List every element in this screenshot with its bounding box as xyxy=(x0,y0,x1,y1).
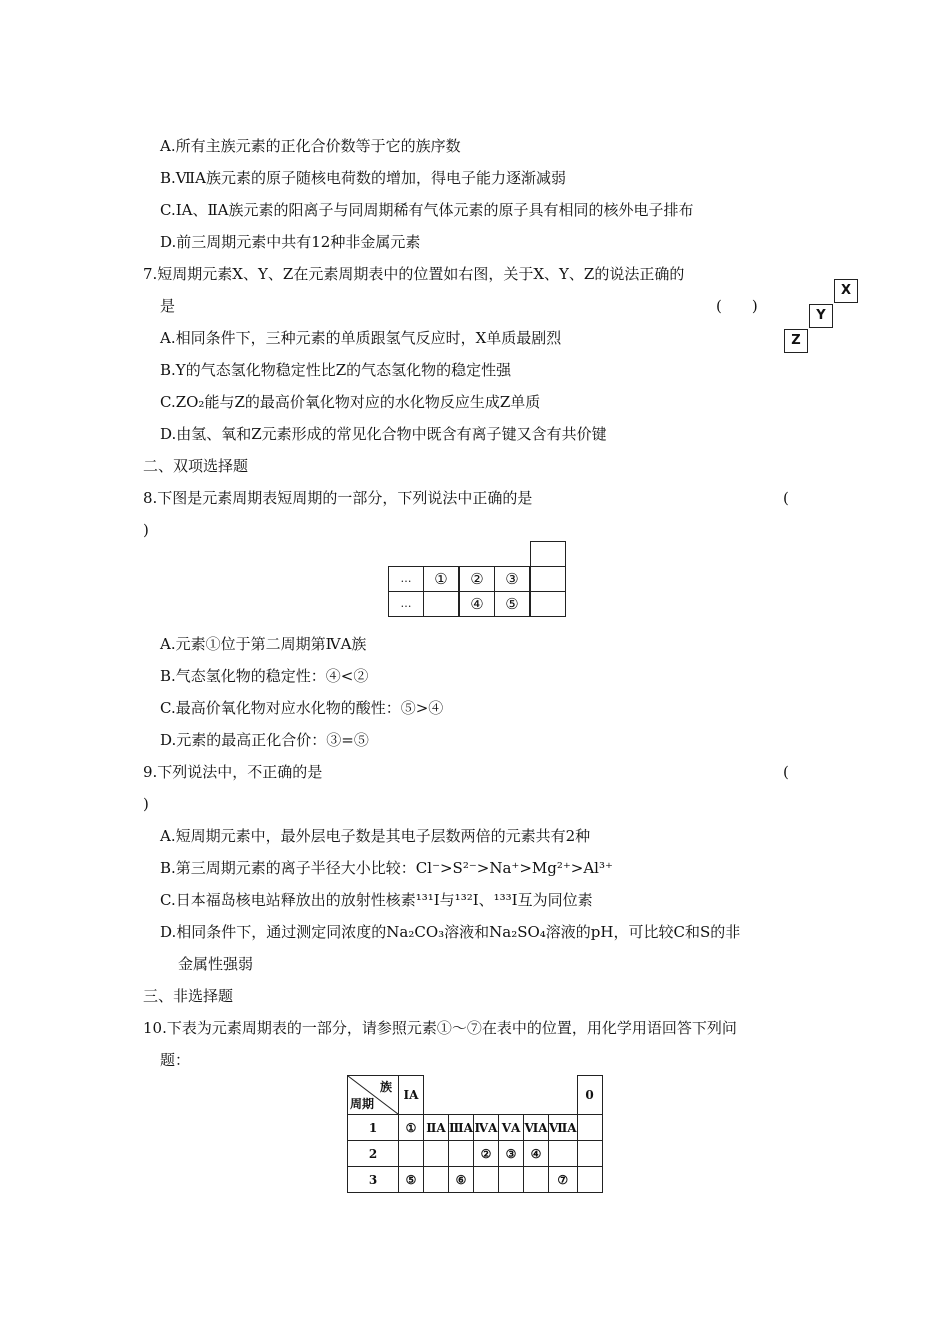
q10-stem: 10.下表为元素周期表的一部分，请参照元素①～⑦在表中的位置，用化学用语回答下列问 xyxy=(143,1019,737,1037)
q9-paren-open: ( xyxy=(783,763,789,781)
q8-option-c: C.最高价氧化物对应水化物的酸性：⑤>④ xyxy=(160,699,444,717)
table-cell: ⑦ xyxy=(549,1167,578,1193)
table-cell xyxy=(424,1141,449,1167)
table-cell xyxy=(524,1076,549,1115)
q9-option-d-cont: 金属性强弱 xyxy=(178,955,254,973)
table-cell xyxy=(530,541,566,567)
table-cell: ⅦA xyxy=(549,1115,578,1141)
table-cell: ② xyxy=(459,566,495,592)
section-non-choice: 三、非选择题 xyxy=(143,987,234,1005)
q10-periodic-table xyxy=(347,1075,603,1193)
table-cell xyxy=(549,1141,578,1167)
section-double-choice: 二、双项选择题 xyxy=(143,457,249,475)
q8-paren-close: ) xyxy=(143,521,149,539)
table-cell: ⑤ xyxy=(494,591,530,617)
table-cell: ⅡA xyxy=(424,1115,449,1141)
q7-stem-cont: 是 xyxy=(160,297,176,315)
table-corner-cell xyxy=(348,1076,399,1115)
table-cell: ④ xyxy=(524,1141,549,1167)
table-cell: ⅥA xyxy=(524,1115,549,1141)
table-cell xyxy=(577,1167,602,1193)
table-cell: 0 xyxy=(577,1076,602,1115)
period-label: 周期 xyxy=(350,1097,375,1111)
table-cell: ⅢA xyxy=(449,1115,474,1141)
q8-paren-open: ( xyxy=(783,489,789,507)
q10-stem-cont: 题： xyxy=(160,1051,191,1069)
table-cell xyxy=(424,1167,449,1193)
table-cell xyxy=(499,1167,524,1193)
table-cell: ② xyxy=(474,1141,499,1167)
q9-option-b-text: B.第三周期元素的离子半径大小比较： xyxy=(160,859,416,877)
table-cell: ① xyxy=(423,566,459,592)
table-cell xyxy=(449,1076,474,1115)
table-cell: ① xyxy=(399,1115,424,1141)
table-cell: ⅤA xyxy=(499,1115,524,1141)
table-cell: ⅠA xyxy=(399,1076,424,1115)
table-cell xyxy=(449,1141,474,1167)
q9-paren-close: ) xyxy=(143,795,149,813)
table-cell xyxy=(530,566,566,592)
table-cell xyxy=(423,591,459,617)
table-cell: ⑥ xyxy=(449,1167,474,1193)
table-cell xyxy=(577,1115,602,1141)
table-cell: ③ xyxy=(494,566,530,592)
table-cell: 3 xyxy=(348,1167,399,1193)
q9-option-b-ions: Cl⁻>S²⁻>Na⁺>Mg²⁺>Al³⁺ xyxy=(415,859,613,877)
q9-option-d: D.相同条件下，通过测定同浓度的Na₂CO₃溶液和Na₂SO₄溶液的pH，可比较C和S的非 xyxy=(160,923,741,941)
table-cell: … xyxy=(388,591,424,617)
q8-stem: 8.下图是元素周期表短周期的一部分，下列说法中正确的是 xyxy=(143,489,533,507)
table-cell: 2 xyxy=(348,1141,399,1167)
q9-option-b xyxy=(160,858,613,878)
q8-option-d: D.元素的最高正化合价：③=⑤ xyxy=(160,731,369,749)
q7-answer-paren: ( ) xyxy=(716,297,758,315)
q7-option-c: C.ZO₂能与Z的最高价氧化物对应的水化物反应生成Z单质 xyxy=(160,393,541,411)
table-cell xyxy=(424,1076,449,1115)
table-cell: ⑤ xyxy=(399,1167,424,1193)
q7-option-d: D.由氢、氧和Z元素形成的常见化合物中既含有离子键又含有共价键 xyxy=(160,425,607,443)
q8-option-b: B.气态氢化物的稳定性：④<② xyxy=(160,667,369,685)
q9-stem: 9.下列说法中，不正确的是 xyxy=(143,763,323,781)
table-cell xyxy=(549,1076,578,1115)
q7-option-a: A.相同条件下，三种元素的单质跟氢气反应时，X单质最剧烈 xyxy=(160,329,562,347)
q6-option-c: C.ⅠA、ⅡA族元素的阳离子与同周期稀有气体元素的原子具有相同的核外电子排布 xyxy=(160,201,694,219)
q6-option-b: B.ⅦA族元素的原子随核电荷数的增加，得电子能力逐渐减弱 xyxy=(160,169,566,187)
q9-option-c: C.日本福岛核电站释放出的放射性核素¹³¹I与¹³²I、¹³³I互为同位素 xyxy=(160,891,593,909)
q9-option-a: A.短周期元素中，最外层电子数是其电子层数两倍的元素共有2种 xyxy=(160,827,591,845)
table-cell xyxy=(399,1141,424,1167)
table-cell: ③ xyxy=(499,1141,524,1167)
q6-option-d: D.前三周期元素中共有12种非金属元素 xyxy=(160,233,421,251)
table-cell xyxy=(474,1076,499,1115)
element-z-box: Z xyxy=(784,329,808,353)
element-x-box: X xyxy=(834,279,858,303)
element-y-box: Y xyxy=(809,304,833,328)
table-cell: 1 xyxy=(348,1115,399,1141)
table-cell xyxy=(530,591,566,617)
table-cell xyxy=(474,1167,499,1193)
q7-option-b: B.Y的气态氢化物稳定性比Z的气态氢化物的稳定性强 xyxy=(160,361,512,379)
group-label: 族 xyxy=(379,1080,392,1094)
table-cell xyxy=(499,1076,524,1115)
table-cell xyxy=(524,1167,549,1193)
q7-stem: 7.短周期元素X、Y、Z在元素周期表中的位置如右图，关于X、Y、Z的说法正确的 xyxy=(143,265,685,283)
q8-option-a: A.元素①位于第二周期第ⅣA族 xyxy=(160,635,367,653)
table-cell: ⅣA xyxy=(474,1115,499,1141)
q6-option-a: A.所有主族元素的正化合价数等于它的族序数 xyxy=(160,137,461,155)
table-cell: ④ xyxy=(459,591,495,617)
table-cell xyxy=(577,1141,602,1167)
table-cell: … xyxy=(388,566,424,592)
